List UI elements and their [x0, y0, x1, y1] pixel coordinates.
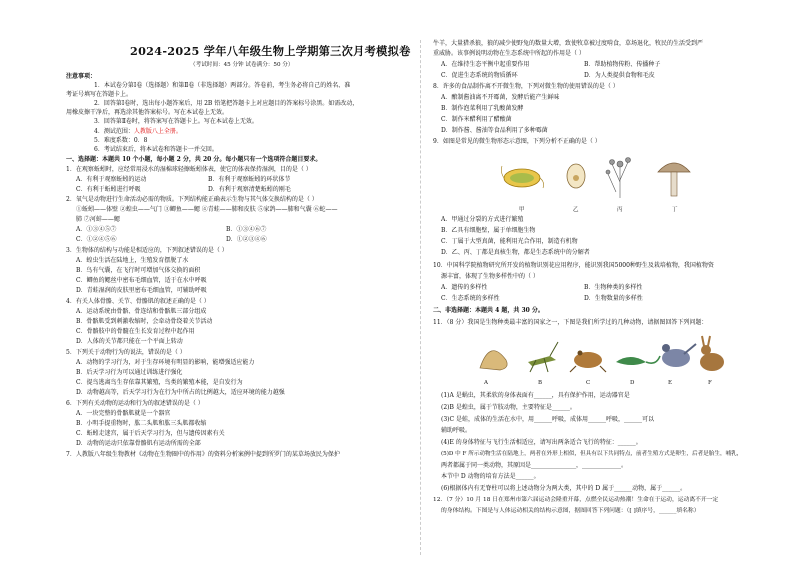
section-heading: 二、非选择题：本题共 4 题，共 30 分。 — [433, 307, 544, 314]
section-heading: 一、选择题：本题共 10 个小题，每小题 2 分，共 20 分。每小题只有一个选项符合题目要求。 — [66, 156, 322, 163]
animal-label: B — [538, 380, 543, 386]
option: D．为人类提供食物和毛皮 — [584, 72, 655, 79]
exam-subtitle: （考试时间：45 分钟 试卷满分：50 分） — [190, 62, 294, 68]
question-10: 10．中国科学院植物研究所开发的植物识别花应用程序，能识别我国5000种野生及栽培植物，我国植物资 — [433, 262, 714, 269]
option: A．①③④⑤⑦ — [76, 226, 117, 233]
animal-label: A — [484, 380, 488, 386]
question-2-items: ①蚯蚓——体壁 ②蝗虫——气门 ③鲫鱼——鳃 ④青蛙——肺和皮肤 ⑤家鸽——肺和气囊 ⑥蛇—— — [76, 206, 338, 213]
mold-image — [606, 158, 631, 199]
question-10-cont: 源丰富，体现了生物多样性中的（ ） — [441, 273, 539, 280]
option: C．骨骼肢中的骨髓在生长发育过程中起作用 — [76, 328, 195, 335]
option: A．遗传的多样性 — [441, 284, 488, 291]
question-11-part: (5)D 中 F 所示动物生活在陆地上，两者在外形上相似，但具有以下共同特点，前者生殖方式是卵生，后者是胎生，哺乳， — [441, 451, 743, 457]
option: A．蝗虫生活在陆地上，生殖发育摆脱了水 — [76, 257, 189, 264]
notice-line: 4．测试范围：人教版八上全册。 — [94, 128, 182, 135]
option: C．提鸟逃离鸟生存依靠其繁殖，鸟类的繁殖本能，是自发行为 — [76, 379, 243, 386]
frog-image — [570, 351, 606, 373]
question-7-cont: 重威胁。该事例说明动物在生态系统中所起的作用是（ ） — [433, 50, 585, 57]
exam-title: 2024-2025 学年八年级生物上学期第三次月考模拟卷 — [130, 44, 411, 58]
question-4: 4．有关人体骨骼、关节、骨骼肌的叙述正确的是（ ） — [66, 298, 210, 305]
option: B．制作泡菜利用了乳酸菌发酵 — [441, 105, 524, 112]
notice-line: 3．回答第Ⅱ卷时，将答案写在答题卡上。写在本试卷上无效。 — [94, 118, 258, 125]
question-12-cont: 的身体结构。下图是与人体运动相关的结构示意图，据图回答下列问题：（[ ]填序号，______填名称） — [441, 508, 700, 514]
notice-line: 1．本试卷分第Ⅰ卷（选择题）和第Ⅱ卷（非选择题）两部分。答卷前，考生务必将自己的姓名、准 — [94, 82, 351, 89]
question-11-part: 本节中 D 动物的培育方法是______。 — [441, 473, 540, 480]
figure-caption: 甲 — [519, 207, 525, 213]
option: D．生物数量的多样性 — [584, 295, 643, 302]
notice-line: 5．难度系数：0．8 — [94, 137, 148, 144]
option: A．酿制酱油离不开霉菌，发酵后能产生鲜味 — [441, 94, 560, 101]
option: B．①③④⑥⑦ — [226, 226, 267, 233]
option: D．①②③④⑥ — [226, 236, 267, 243]
snail-image — [480, 351, 507, 370]
option: A．有利于观察蚯蚓的运动 — [76, 176, 147, 183]
question-11: 11．（8 分）我国是生物种类最丰富的国家之一，下图是我们所学过的几种动物，请据图回答下列问题： — [433, 319, 708, 326]
option: C．丁属于大型真菌，能利用光合作用，制造有机物 — [441, 238, 578, 245]
question-12: 12．（7 分）10 月 18 日在郑州市第六届运动会隆重开幕，点燃全民运动热潮！生命在于运动，运动离不开一定 — [433, 497, 719, 503]
question-7: 7．人教版八年级生物教材《动物在生物圈中的作用》的资料分析案例中提到所罗门的某草场放民为保护 — [66, 451, 340, 458]
notice-line: 6．考试结束后，将本试卷和答题卡一并交回。 — [94, 146, 218, 153]
option: C．有利于蚯蚓进行呼吸 — [76, 186, 141, 193]
figure-caption: 乙 — [573, 207, 579, 213]
question-11-part: 辅助呼吸。 — [441, 427, 472, 434]
rabbit-image — [700, 336, 724, 371]
grasshopper-image — [528, 342, 558, 372]
bacterium-image — [501, 166, 543, 188]
option: A．运动系统由骨骼、骨连结和骨骼肌三部分组成 — [76, 308, 207, 315]
option: D．制作酱、酱油等食品利用了多种霉菌 — [441, 127, 548, 134]
question-11-part: (4)E 的身体特征与飞行生活相适应，请写出两条适合飞行的特征：______。 — [441, 439, 642, 446]
option: B．帮助植物传粉、传播种子 — [584, 61, 661, 68]
question-2: 2．氧气是动物进行生命活动必需的物质。下列结构能正确表示生物与其气体交换结构的是（ ） — [66, 196, 318, 203]
mushroom-image — [658, 163, 690, 196]
pigeon-image — [662, 344, 696, 367]
option: D．青蛙湿润的皮肤里密布毛细血管，可辅助呼吸 — [76, 287, 207, 294]
figure-caption: 丁 — [672, 207, 678, 213]
animal-label: E — [668, 380, 673, 386]
yeast-image — [567, 164, 585, 188]
question-6: 6．下列有关动物的运动和行为的叙述错误的是（ ） — [66, 400, 204, 407]
question-11-part: 两者都属于同一类动物，其原因是_______________，_____________。 — [441, 462, 628, 469]
option: C．促进生态系统的物质循环 — [441, 72, 518, 79]
animal-label: D — [630, 380, 635, 386]
option: B．有利于观察蚯蚓的环状体节 — [208, 176, 291, 183]
option: A．在维持生态平衡中起重要作用 — [441, 61, 530, 68]
notice-heading: 注意事项： — [66, 73, 97, 80]
option: B．小明手提重物时，肱二头肌和肱三头肌都收缩 — [76, 420, 207, 427]
notice-line: 2．回答第Ⅰ卷时，选出每小题答案后，用 2B 铅笔把答题卡上对应题目的答案标号涂黑。如需改动， — [94, 100, 359, 107]
test-scope: 人教版八上全册。 — [133, 128, 182, 135]
option: B．乙具有细胞壁，属于单细胞生物 — [441, 227, 536, 234]
lizard-image — [616, 356, 660, 365]
microbe-figure — [500, 152, 700, 204]
animal-label: F — [708, 380, 712, 386]
question-5: 5．下列关于动物行为的说法，错误的是（ ） — [66, 349, 186, 356]
question-11-part: (6)根据体内有无脊柱可以将上述动物分为两大类，其中的 D 属于______动物，属于______。 — [441, 485, 687, 492]
question-3: 3．生物体的结构与功能是相适应的，下列叙述错误的是（ ） — [66, 247, 228, 254]
option: D．乙、丙、丁都是真核生物，都是生态系统中的分解者 — [441, 249, 590, 256]
question-1: 1．在观察蚯蚓时，应经常用浸水的湿棉球轻擦蚯蚓体表，使它的体表保持湿润，目的是（ ） — [66, 166, 312, 173]
option: A．一块完整的骨骼肌就是一个器官 — [76, 410, 171, 417]
option: D．动物越高等，后天学习行为在行为中所占的比例越大，适应环境的能力越强 — [76, 389, 285, 396]
question-8: 8．许多的食品制作离不开微生物，下列对微生物的使用错误的是（ ） — [433, 83, 619, 90]
notice-line: 考证号填写在答题卡上。 — [66, 91, 133, 98]
animal-label: C — [586, 380, 591, 386]
figure-caption: 丙 — [617, 207, 623, 213]
option: C．制作米醋利用了醋酸菌 — [441, 116, 512, 123]
option: C．鲫鱼的鳃丝中密布毛细血管，适于在水中呼吸 — [76, 277, 207, 284]
question-2-items: 肺 ⑦河蚌——鳃 — [76, 216, 120, 223]
animals-figure — [476, 334, 732, 378]
column-divider — [420, 40, 421, 555]
option: C．蚯蚓走迷宫，属于后天学习行为，但与遗传因素有关 — [76, 430, 225, 437]
option: D．人体的关节都只能在一个平面上转动 — [76, 338, 183, 345]
question-11-part: (1)A 是蜗虫，其柔软的身体表面有______，具有保护作用，运动器官是 — [441, 392, 630, 399]
question-9: 9．如图是常见的微生物形态示意图，下列分析不正确的是（ ） — [433, 138, 601, 145]
option: A．甲通过分裂的方式进行繁殖 — [441, 216, 524, 223]
option: B．后天学习行为可以通过训练进行强化 — [76, 369, 183, 376]
question-7-cont: 牛羊，大量猎杀狼，狼的减少使野兔的数量大增，致使牧草被过度啃食，草场退化，牧民的生活受到严 — [433, 40, 704, 47]
option: B．骨骼肌受到刺激收缩时，会牵动骨绕着关节活动 — [76, 318, 213, 325]
option: C．生态系统的多样性 — [441, 295, 500, 302]
option: D．有利于观察清楚蚯蚓的刚毛 — [208, 186, 291, 193]
option: C．①②④⑤⑥ — [76, 236, 117, 243]
question-11-part: (2)B 是蝗虫，属于节肢动物，主要特征是______。 — [441, 404, 576, 411]
option: B．生物种类的多样性 — [584, 284, 643, 291]
notice-line: 用橡皮擦干净后，再选涂其他答案标号。写在本试卷上无效。 — [66, 109, 229, 116]
option: A．动物的学习行为，对于生存环境有明显的影响，能增强适应能力 — [76, 359, 255, 366]
question-11-part: (3)C 是蛙，成体的生活在水中，用______呼吸，成体用______呼吸，______可以 — [441, 416, 654, 423]
option: D．动物的运动只依靠骨骼肌有运动所需的全部 — [76, 440, 201, 447]
option: B．鸟有气囊，在飞行时可增加气体交换的面积 — [76, 267, 201, 274]
